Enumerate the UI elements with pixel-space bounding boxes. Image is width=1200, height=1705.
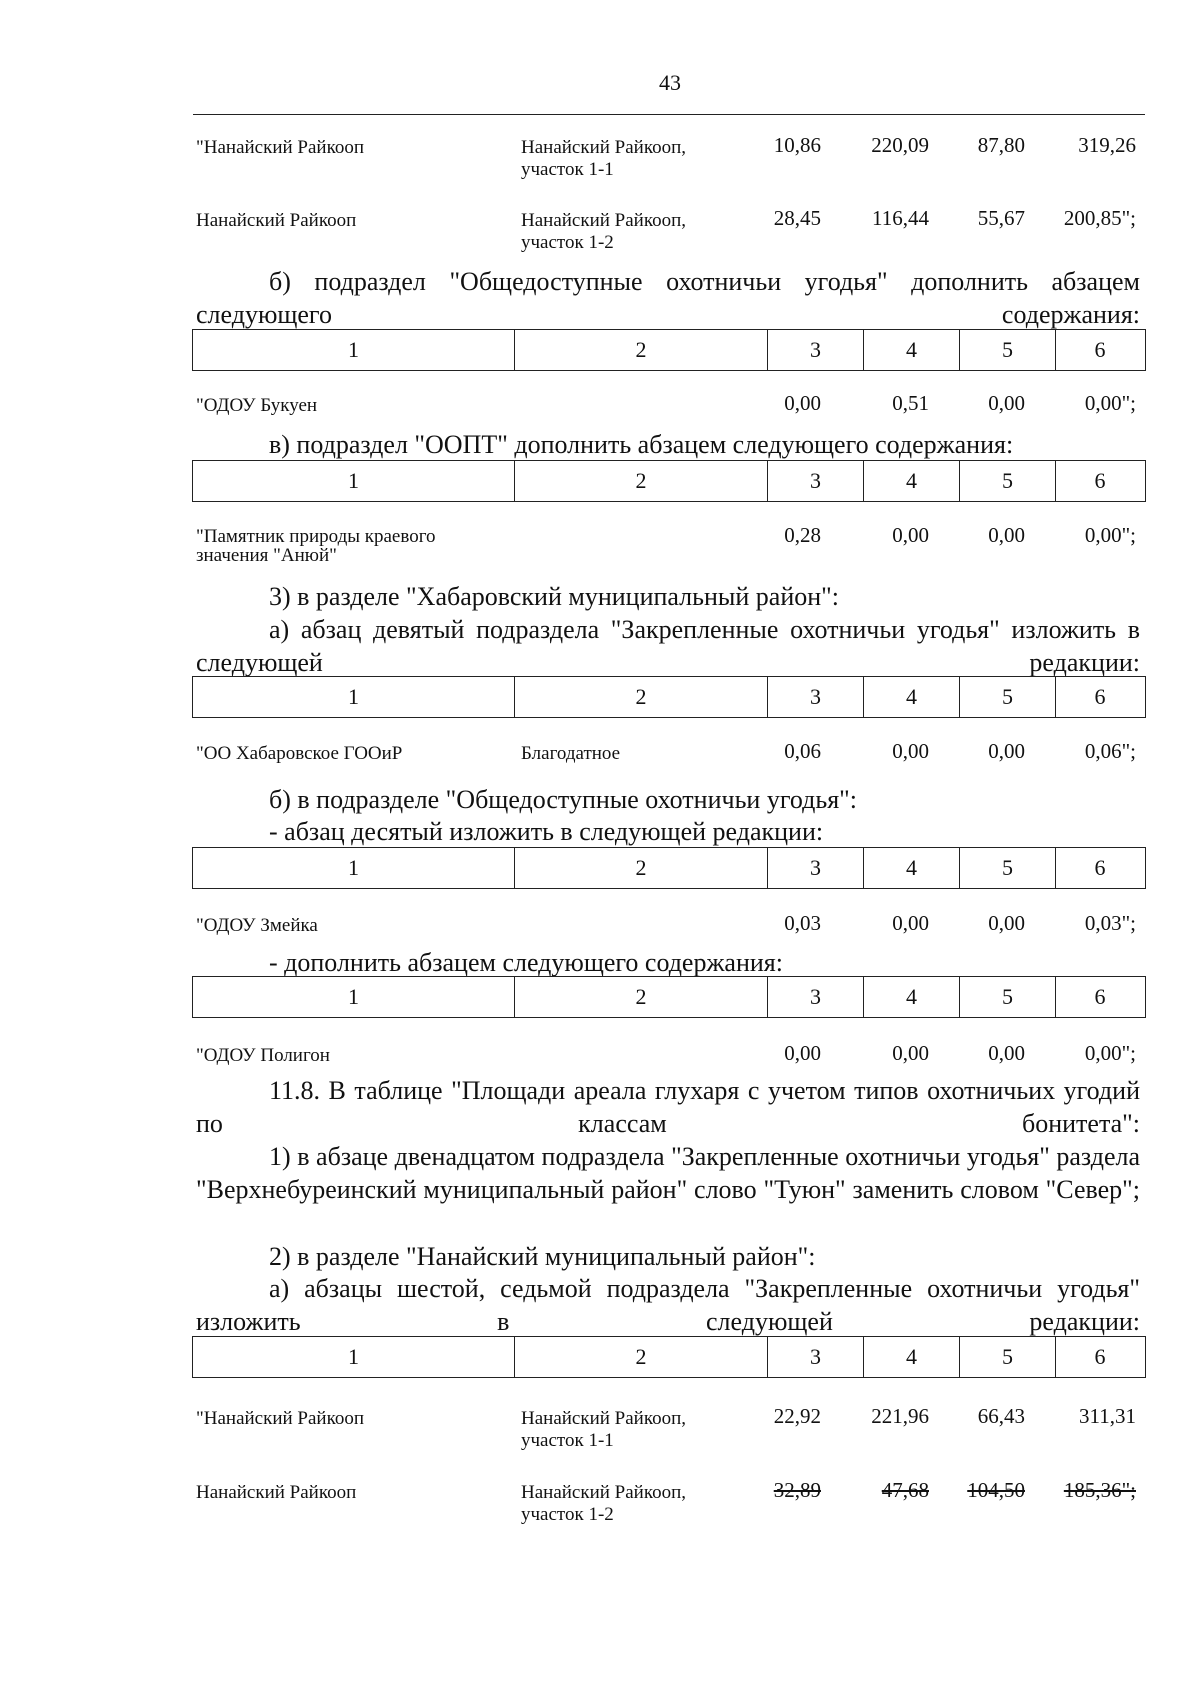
col-header: 6 <box>1094 855 1106 880</box>
area-cell: Нанайский Райкооп, участок 1-2 <box>521 1482 687 1525</box>
column-header-row <box>192 329 1146 371</box>
value-col6: 185,36"; <box>1063 1478 1136 1502</box>
col-header: 5 <box>960 677 1056 717</box>
col-header: 4 <box>864 977 960 1017</box>
value-col4: 221,96 <box>871 1404 929 1428</box>
value-col6: 0,06"; <box>1084 739 1136 763</box>
col-header: 4 <box>864 677 960 717</box>
area-cell: Благодатное <box>521 743 621 764</box>
col-header: 5 <box>960 977 1056 1017</box>
col-header: 5 <box>960 330 1056 370</box>
value-col4: 0,00 <box>892 739 929 763</box>
value-col6: 311,31 <box>1079 1404 1136 1428</box>
owner-cell: "ОДОУ Полигон <box>196 1045 330 1066</box>
table-row <box>196 133 1146 197</box>
col-header: 5 <box>960 1337 1056 1377</box>
value-col3: 10,86 <box>773 133 821 157</box>
col-header: 2 <box>515 677 768 717</box>
column-header-row <box>192 460 1146 502</box>
page-number: 43 <box>659 70 681 95</box>
value-col4: 116,44 <box>872 206 929 230</box>
paragraph: 1) в абзаце двенадцатом подраздела "Закрепленные охотничьи угодья" раздела "Верхнебуреинский муниципальный район" слово "Туюн" заменить словом "Север"; <box>196 1142 1140 1204</box>
area-cell: Нанайский Райкооп, участок 1-1 <box>521 137 687 180</box>
paragraph: в) подраздел "ООПТ" дополнить абзацем следующего содержания: <box>269 430 1014 459</box>
top-rule <box>193 114 1145 115</box>
col-header: 4 <box>864 1337 960 1377</box>
value-col6: 0,00"; <box>1084 1041 1136 1065</box>
col-header: 6 <box>1094 684 1106 709</box>
col-header: 3 <box>768 330 864 370</box>
value-col4: 47,68 <box>881 1478 929 1502</box>
col-header: 1 <box>193 330 515 370</box>
value-col3: 0,00 <box>784 1041 821 1065</box>
column-header-row <box>192 976 1146 1018</box>
value-col5: 104,50 <box>967 1478 1025 1502</box>
value-col3: 0,28 <box>784 523 821 547</box>
value-col5: 0,00 <box>988 911 1025 935</box>
col-header: 3 <box>768 461 864 501</box>
paragraph: 3) в разделе "Хабаровский муниципальный район": <box>269 582 840 611</box>
value-col4: 0,51 <box>892 391 929 415</box>
value-col4: 0,00 <box>892 523 929 547</box>
value-col6: 0,03"; <box>1084 911 1136 935</box>
col-header: 1 <box>193 848 515 888</box>
col-header: 3 <box>768 848 864 888</box>
col-header: 1 <box>193 977 515 1017</box>
owner-cell: "ОДОУ Букуен <box>196 395 318 416</box>
table-row <box>196 523 1146 587</box>
col-header: 2 <box>515 977 768 1017</box>
paragraph: б) в подразделе "Общедоступные охотничьи угодья": <box>269 785 857 814</box>
table-row <box>196 1404 1146 1468</box>
col-header: 2 <box>515 1337 768 1377</box>
col-header: 4 <box>864 848 960 888</box>
col-header: 4 <box>864 461 960 501</box>
value-col5: 0,00 <box>988 391 1025 415</box>
value-col5: 66,43 <box>977 1404 1025 1428</box>
col-header: 6 <box>1094 468 1106 493</box>
paragraph: - дополнить абзацем следующего содержания: <box>269 948 783 977</box>
value-col3: 0,00 <box>784 391 821 415</box>
col-header: 6 <box>1094 337 1106 362</box>
column-header-row <box>192 676 1146 718</box>
col-header: 4 <box>864 330 960 370</box>
area-cell: Нанайский Райкооп, участок 1-2 <box>521 210 687 253</box>
value-col6: 0,00"; <box>1084 391 1136 415</box>
col-header: 5 <box>960 848 1056 888</box>
owner-cell: "Нанайский Райкооп <box>196 137 365 158</box>
value-col3: 0,06 <box>784 739 821 763</box>
paragraph: а) абзац девятый подраздела "Закрепленные охотничьи угодья" изложить в следующей редакции: <box>196 615 1140 677</box>
value-col3: 0,03 <box>784 911 821 935</box>
value-col6: 200,85"; <box>1063 206 1136 230</box>
value-col3: 22,92 <box>773 1404 821 1428</box>
owner-cell: Нанайский Райкооп <box>196 1482 357 1503</box>
owner-cell: "Памятник природы краевого значения "Анюй" <box>196 526 436 566</box>
value-col5: 0,00 <box>988 523 1025 547</box>
paragraph: - абзац десятый изложить в следующей редакции: <box>269 817 824 846</box>
paragraph: б) подраздел "Общедоступные охотничьи угодья" дополнить абзацем следующего содержания: <box>196 267 1140 329</box>
paragraph: 2) в разделе "Нанайский муниципальный район": <box>269 1242 816 1271</box>
col-header: 5 <box>960 461 1056 501</box>
value-col5: 55,67 <box>977 206 1025 230</box>
col-header: 3 <box>768 977 864 1017</box>
owner-cell: "ОДОУ Змейка <box>196 915 318 936</box>
paragraph: 11.8. В таблице "Площади ареала глухаря с учетом типов охотничьих угодий по классам бонитета": <box>196 1076 1140 1138</box>
col-header: 2 <box>515 330 768 370</box>
col-header: 1 <box>193 677 515 717</box>
area-cell: Нанайский Райкооп, участок 1-1 <box>521 1408 687 1451</box>
value-col6: 0,00"; <box>1084 523 1136 547</box>
col-header: 1 <box>193 1337 515 1377</box>
owner-cell: Нанайский Райкооп <box>196 210 357 231</box>
col-header: 3 <box>768 677 864 717</box>
col-header: 3 <box>768 1337 864 1377</box>
value-col5: 0,00 <box>988 739 1025 763</box>
col-header: 2 <box>515 848 768 888</box>
col-header: 6 <box>1094 984 1106 1009</box>
paragraph: а) абзацы шестой, седьмой подраздела "Закрепленные охотничьи угодья" изложить в следующей редакции: <box>196 1274 1140 1336</box>
column-header-row <box>192 847 1146 889</box>
value-col3: 28,45 <box>773 206 821 230</box>
col-header: 2 <box>515 461 768 501</box>
col-header: 6 <box>1094 1344 1106 1369</box>
value-col4: 220,09 <box>871 133 929 157</box>
value-col3: 32,89 <box>773 1478 821 1502</box>
value-col5: 87,80 <box>977 133 1025 157</box>
value-col6: 319,26 <box>1078 133 1136 157</box>
value-col5: 0,00 <box>988 1041 1025 1065</box>
table-row <box>196 1478 1146 1542</box>
col-header: 1 <box>193 461 515 501</box>
table-row <box>196 206 1146 270</box>
column-header-row <box>192 1336 1146 1378</box>
owner-cell: "Нанайский Райкооп <box>196 1408 365 1429</box>
owner-cell: "ОО Хабаровское ГООиР <box>196 743 403 764</box>
value-col4: 0,00 <box>892 1041 929 1065</box>
value-col4: 0,00 <box>892 911 929 935</box>
